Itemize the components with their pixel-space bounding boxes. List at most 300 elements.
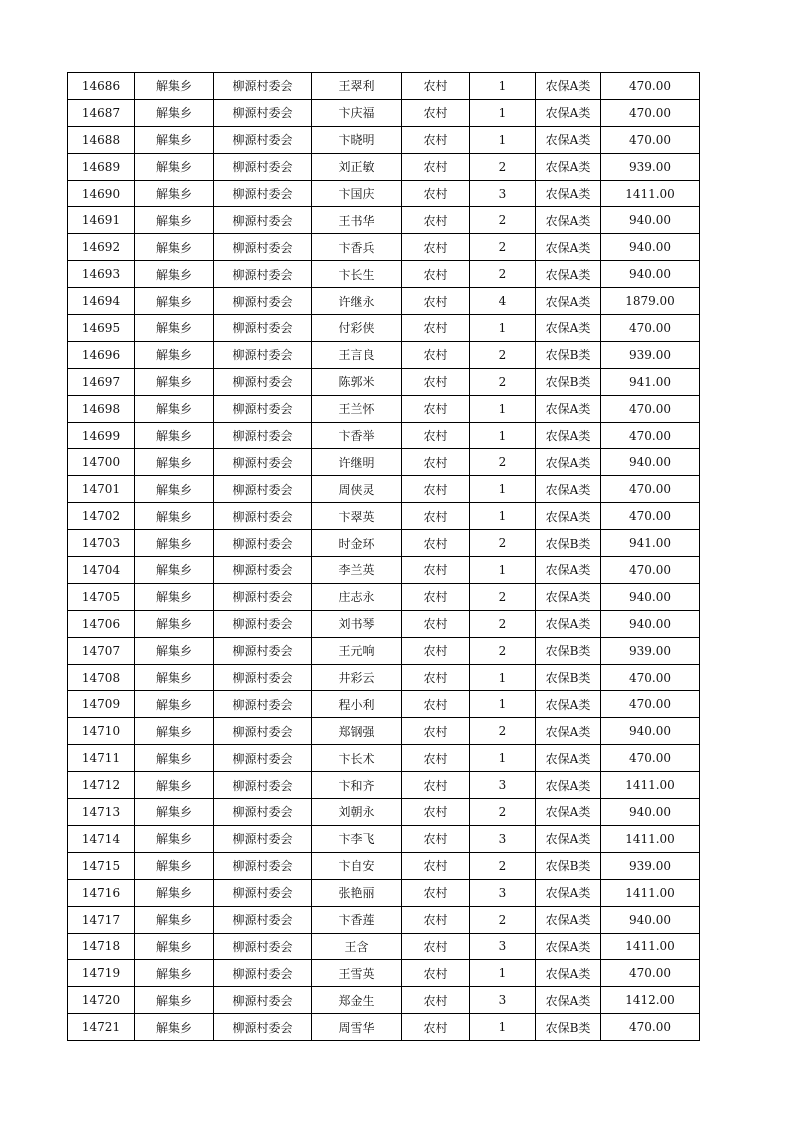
household-count-cell: 1 [470,99,536,126]
table-row [68,73,700,100]
insurance-category-cell: 农保A类 [536,960,601,987]
row-number-cell: 14700 [68,449,135,476]
amount-cell: 470.00 [601,1014,700,1041]
household-count-cell: 1 [470,503,536,530]
row-number-cell: 14715 [68,852,135,879]
row-number-cell: 14709 [68,691,135,718]
insurance-category-cell: 农保A类 [536,180,601,207]
village-committee-cell: 柳源村委会 [214,422,312,449]
household-count-cell: 3 [470,879,536,906]
row-number-cell: 14690 [68,180,135,207]
name-cell: 许继永 [312,288,402,315]
name-cell: 卞李飞 [312,825,402,852]
table-row [68,933,700,960]
household-count-cell: 1 [470,73,536,100]
village-committee-cell: 柳源村委会 [214,933,312,960]
amount-cell: 470.00 [601,476,700,503]
area-type-cell: 农村 [402,825,470,852]
amount-cell: 1411.00 [601,772,700,799]
village-committee-cell: 柳源村委会 [214,315,312,342]
area-type-cell: 农村 [402,637,470,664]
area-type-cell: 农村 [402,987,470,1014]
row-number-cell: 14717 [68,906,135,933]
table-row [68,315,700,342]
table-row [68,772,700,799]
insurance-category-cell: 农保A类 [536,718,601,745]
name-cell: 时金环 [312,530,402,557]
area-type-cell: 农村 [402,610,470,637]
township-cell: 解集乡 [135,691,214,718]
amount-cell: 470.00 [601,664,700,691]
name-cell: 王言良 [312,341,402,368]
amount-cell: 470.00 [601,395,700,422]
row-number-cell: 14703 [68,530,135,557]
row-number-cell: 14711 [68,745,135,772]
row-number-cell: 14707 [68,637,135,664]
household-count-cell: 1 [470,1014,536,1041]
name-cell: 卞和齐 [312,772,402,799]
table-row [68,234,700,261]
insurance-category-cell: 农保A类 [536,234,601,261]
name-cell: 卞晓明 [312,126,402,153]
township-cell: 解集乡 [135,449,214,476]
name-cell: 卞国庆 [312,180,402,207]
amount-cell: 939.00 [601,852,700,879]
area-type-cell: 农村 [402,153,470,180]
table-row [68,449,700,476]
area-type-cell: 农村 [402,879,470,906]
amount-cell: 939.00 [601,341,700,368]
village-committee-cell: 柳源村委会 [214,476,312,503]
area-type-cell: 农村 [402,530,470,557]
village-committee-cell: 柳源村委会 [214,691,312,718]
insurance-category-cell: 农保A类 [536,99,601,126]
township-cell: 解集乡 [135,180,214,207]
amount-cell: 939.00 [601,153,700,180]
household-count-cell: 1 [470,557,536,584]
table-row [68,557,700,584]
name-cell: 张艳丽 [312,879,402,906]
township-cell: 解集乡 [135,610,214,637]
amount-cell: 470.00 [601,73,700,100]
name-cell: 王书华 [312,207,402,234]
row-number-cell: 14712 [68,772,135,799]
household-count-cell: 2 [470,261,536,288]
amount-cell: 940.00 [601,718,700,745]
insurance-category-cell: 农保A类 [536,610,601,637]
township-cell: 解集乡 [135,987,214,1014]
name-cell: 王雪英 [312,960,402,987]
insurance-category-cell: 农保A类 [536,879,601,906]
township-cell: 解集乡 [135,341,214,368]
table-row [68,718,700,745]
insurance-category-cell: 农保A类 [536,933,601,960]
household-count-cell: 2 [470,583,536,610]
name-cell: 庄志永 [312,583,402,610]
township-cell: 解集乡 [135,557,214,584]
village-committee-cell: 柳源村委会 [214,557,312,584]
data-table [67,72,700,1041]
village-committee-cell: 柳源村委会 [214,449,312,476]
township-cell: 解集乡 [135,879,214,906]
area-type-cell: 农村 [402,1014,470,1041]
row-number-cell: 14705 [68,583,135,610]
area-type-cell: 农村 [402,449,470,476]
village-committee-cell: 柳源村委会 [214,73,312,100]
amount-cell: 470.00 [601,745,700,772]
household-count-cell: 1 [470,315,536,342]
name-cell: 刘书琴 [312,610,402,637]
insurance-category-cell: 农保B类 [536,368,601,395]
township-cell: 解集乡 [135,288,214,315]
row-number-cell: 14686 [68,73,135,100]
area-type-cell: 农村 [402,772,470,799]
name-cell: 周侠灵 [312,476,402,503]
township-cell: 解集乡 [135,772,214,799]
area-type-cell: 农村 [402,664,470,691]
village-committee-cell: 柳源村委会 [214,799,312,826]
table-row [68,422,700,449]
amount-cell: 940.00 [601,449,700,476]
table-row [68,180,700,207]
township-cell: 解集乡 [135,745,214,772]
table-row [68,960,700,987]
village-committee-cell: 柳源村委会 [214,180,312,207]
row-number-cell: 14718 [68,933,135,960]
household-count-cell: 1 [470,422,536,449]
name-cell: 王翠利 [312,73,402,100]
amount-cell: 941.00 [601,368,700,395]
household-count-cell: 3 [470,933,536,960]
township-cell: 解集乡 [135,126,214,153]
household-count-cell: 2 [470,637,536,664]
table-row [68,610,700,637]
amount-cell: 1412.00 [601,987,700,1014]
table-row [68,583,700,610]
table-row [68,745,700,772]
village-committee-cell: 柳源村委会 [214,610,312,637]
township-cell: 解集乡 [135,1014,214,1041]
row-number-cell: 14689 [68,153,135,180]
insurance-category-cell: 农保A类 [536,745,601,772]
area-type-cell: 农村 [402,234,470,261]
amount-cell: 470.00 [601,503,700,530]
household-count-cell: 1 [470,126,536,153]
insurance-category-cell: 农保A类 [536,422,601,449]
table-row [68,879,700,906]
area-type-cell: 农村 [402,422,470,449]
table-row [68,261,700,288]
table-row [68,476,700,503]
table-row [68,530,700,557]
name-cell: 井彩云 [312,664,402,691]
amount-cell: 1879.00 [601,288,700,315]
village-committee-cell: 柳源村委会 [214,395,312,422]
area-type-cell: 农村 [402,799,470,826]
table-row [68,799,700,826]
area-type-cell: 农村 [402,906,470,933]
insurance-category-cell: 农保A类 [536,207,601,234]
row-number-cell: 14697 [68,368,135,395]
area-type-cell: 农村 [402,503,470,530]
area-type-cell: 农村 [402,341,470,368]
village-committee-cell: 柳源村委会 [214,583,312,610]
row-number-cell: 14706 [68,610,135,637]
area-type-cell: 农村 [402,315,470,342]
township-cell: 解集乡 [135,422,214,449]
village-committee-cell: 柳源村委会 [214,153,312,180]
household-count-cell: 2 [470,906,536,933]
amount-cell: 1411.00 [601,933,700,960]
household-count-cell: 3 [470,180,536,207]
area-type-cell: 农村 [402,261,470,288]
insurance-category-cell: 农保A类 [536,126,601,153]
township-cell: 解集乡 [135,852,214,879]
name-cell: 刘正敏 [312,153,402,180]
area-type-cell: 农村 [402,960,470,987]
area-type-cell: 农村 [402,583,470,610]
township-cell: 解集乡 [135,718,214,745]
insurance-category-cell: 农保A类 [536,583,601,610]
area-type-cell: 农村 [402,933,470,960]
household-count-cell: 2 [470,207,536,234]
amount-cell: 470.00 [601,960,700,987]
insurance-category-cell: 农保A类 [536,987,601,1014]
row-number-cell: 14699 [68,422,135,449]
village-committee-cell: 柳源村委会 [214,718,312,745]
name-cell: 陈郭米 [312,368,402,395]
insurance-category-cell: 农保A类 [536,799,601,826]
township-cell: 解集乡 [135,637,214,664]
row-number-cell: 14710 [68,718,135,745]
name-cell: 王含 [312,933,402,960]
name-cell: 付彩侠 [312,315,402,342]
area-type-cell: 农村 [402,99,470,126]
township-cell: 解集乡 [135,99,214,126]
name-cell: 许继明 [312,449,402,476]
household-count-cell: 1 [470,664,536,691]
table-row [68,503,700,530]
area-type-cell: 农村 [402,368,470,395]
amount-cell: 940.00 [601,906,700,933]
name-cell: 卞香兵 [312,234,402,261]
household-count-cell: 1 [470,476,536,503]
village-committee-cell: 柳源村委会 [214,825,312,852]
insurance-category-cell: 农保B类 [536,664,601,691]
name-cell: 卞翠英 [312,503,402,530]
insurance-category-cell: 农保A类 [536,395,601,422]
amount-cell: 1411.00 [601,879,700,906]
amount-cell: 941.00 [601,530,700,557]
row-number-cell: 14721 [68,1014,135,1041]
amount-cell: 470.00 [601,691,700,718]
township-cell: 解集乡 [135,906,214,933]
amount-cell: 1411.00 [601,825,700,852]
amount-cell: 940.00 [601,234,700,261]
village-committee-cell: 柳源村委会 [214,879,312,906]
township-cell: 解集乡 [135,476,214,503]
amount-cell: 940.00 [601,583,700,610]
insurance-category-cell: 农保A类 [536,906,601,933]
table-row [68,368,700,395]
township-cell: 解集乡 [135,933,214,960]
village-committee-cell: 柳源村委会 [214,745,312,772]
household-count-cell: 2 [470,153,536,180]
household-count-cell: 3 [470,825,536,852]
village-committee-cell: 柳源村委会 [214,368,312,395]
village-committee-cell: 柳源村委会 [214,341,312,368]
area-type-cell: 农村 [402,745,470,772]
name-cell: 卞香举 [312,422,402,449]
household-count-cell: 4 [470,288,536,315]
village-committee-cell: 柳源村委会 [214,503,312,530]
name-cell: 卞自安 [312,852,402,879]
area-type-cell: 农村 [402,395,470,422]
village-committee-cell: 柳源村委会 [214,987,312,1014]
insurance-category-cell: 农保B类 [536,530,601,557]
village-committee-cell: 柳源村委会 [214,906,312,933]
name-cell: 王兰怀 [312,395,402,422]
amount-cell: 940.00 [601,610,700,637]
name-cell: 刘朝永 [312,799,402,826]
township-cell: 解集乡 [135,261,214,288]
row-number-cell: 14702 [68,503,135,530]
name-cell: 卞长术 [312,745,402,772]
insurance-category-cell: 农保B类 [536,637,601,664]
row-number-cell: 14716 [68,879,135,906]
table-row [68,126,700,153]
area-type-cell: 农村 [402,288,470,315]
area-type-cell: 农村 [402,691,470,718]
name-cell: 周雪华 [312,1014,402,1041]
insurance-category-cell: 农保A类 [536,315,601,342]
township-cell: 解集乡 [135,234,214,261]
household-count-cell: 3 [470,987,536,1014]
household-count-cell: 2 [470,718,536,745]
area-type-cell: 农村 [402,557,470,584]
name-cell: 卞庆福 [312,99,402,126]
amount-cell: 470.00 [601,315,700,342]
village-committee-cell: 柳源村委会 [214,207,312,234]
table-row [68,664,700,691]
table-row [68,99,700,126]
household-count-cell: 2 [470,449,536,476]
township-cell: 解集乡 [135,315,214,342]
row-number-cell: 14714 [68,825,135,852]
name-cell: 程小利 [312,691,402,718]
name-cell: 卞长生 [312,261,402,288]
household-count-cell: 1 [470,960,536,987]
insurance-category-cell: 农保A类 [536,153,601,180]
table-row [68,1014,700,1041]
table-row [68,852,700,879]
amount-cell: 940.00 [601,799,700,826]
township-cell: 解集乡 [135,503,214,530]
village-committee-cell: 柳源村委会 [214,852,312,879]
insurance-category-cell: 农保A类 [536,503,601,530]
row-number-cell: 14719 [68,960,135,987]
row-number-cell: 14696 [68,341,135,368]
name-cell: 王元响 [312,637,402,664]
household-count-cell: 2 [470,799,536,826]
insurance-category-cell: 农保B类 [536,341,601,368]
township-cell: 解集乡 [135,207,214,234]
row-number-cell: 14720 [68,987,135,1014]
amount-cell: 470.00 [601,422,700,449]
village-committee-cell: 柳源村委会 [214,960,312,987]
village-committee-cell: 柳源村委会 [214,664,312,691]
township-cell: 解集乡 [135,960,214,987]
area-type-cell: 农村 [402,852,470,879]
insurance-category-cell: 农保A类 [536,73,601,100]
insurance-category-cell: 农保A类 [536,449,601,476]
household-count-cell: 2 [470,234,536,261]
amount-cell: 470.00 [601,557,700,584]
household-count-cell: 2 [470,530,536,557]
row-number-cell: 14701 [68,476,135,503]
area-type-cell: 农村 [402,126,470,153]
household-count-cell: 3 [470,772,536,799]
row-number-cell: 14695 [68,315,135,342]
name-cell: 李兰英 [312,557,402,584]
row-number-cell: 14694 [68,288,135,315]
township-cell: 解集乡 [135,583,214,610]
township-cell: 解集乡 [135,153,214,180]
table-row [68,825,700,852]
amount-cell: 470.00 [601,126,700,153]
row-number-cell: 14691 [68,207,135,234]
row-number-cell: 14698 [68,395,135,422]
table-row [68,637,700,664]
row-number-cell: 14693 [68,261,135,288]
amount-cell: 470.00 [601,99,700,126]
amount-cell: 939.00 [601,637,700,664]
name-cell: 郑钢强 [312,718,402,745]
insurance-category-cell: 农保A类 [536,825,601,852]
household-count-cell: 1 [470,745,536,772]
row-number-cell: 14704 [68,557,135,584]
table-row [68,288,700,315]
row-number-cell: 14688 [68,126,135,153]
household-count-cell: 2 [470,610,536,637]
table-row [68,691,700,718]
name-cell: 郑金生 [312,987,402,1014]
table-row [68,987,700,1014]
amount-cell: 940.00 [601,207,700,234]
household-count-cell: 1 [470,691,536,718]
township-cell: 解集乡 [135,73,214,100]
household-count-cell: 2 [470,852,536,879]
name-cell: 卞香莲 [312,906,402,933]
insurance-category-cell: 农保B类 [536,1014,601,1041]
insurance-category-cell: 农保A类 [536,557,601,584]
insurance-category-cell: 农保A类 [536,476,601,503]
table-row [68,341,700,368]
village-committee-cell: 柳源村委会 [214,126,312,153]
village-committee-cell: 柳源村委会 [214,637,312,664]
village-committee-cell: 柳源村委会 [214,99,312,126]
row-number-cell: 14713 [68,799,135,826]
village-committee-cell: 柳源村委会 [214,1014,312,1041]
table-body [68,73,700,1041]
household-count-cell: 2 [470,341,536,368]
township-cell: 解集乡 [135,825,214,852]
amount-cell: 1411.00 [601,180,700,207]
insurance-category-cell: 农保A类 [536,288,601,315]
row-number-cell: 14708 [68,664,135,691]
insurance-category-cell: 农保B类 [536,852,601,879]
household-count-cell: 2 [470,368,536,395]
